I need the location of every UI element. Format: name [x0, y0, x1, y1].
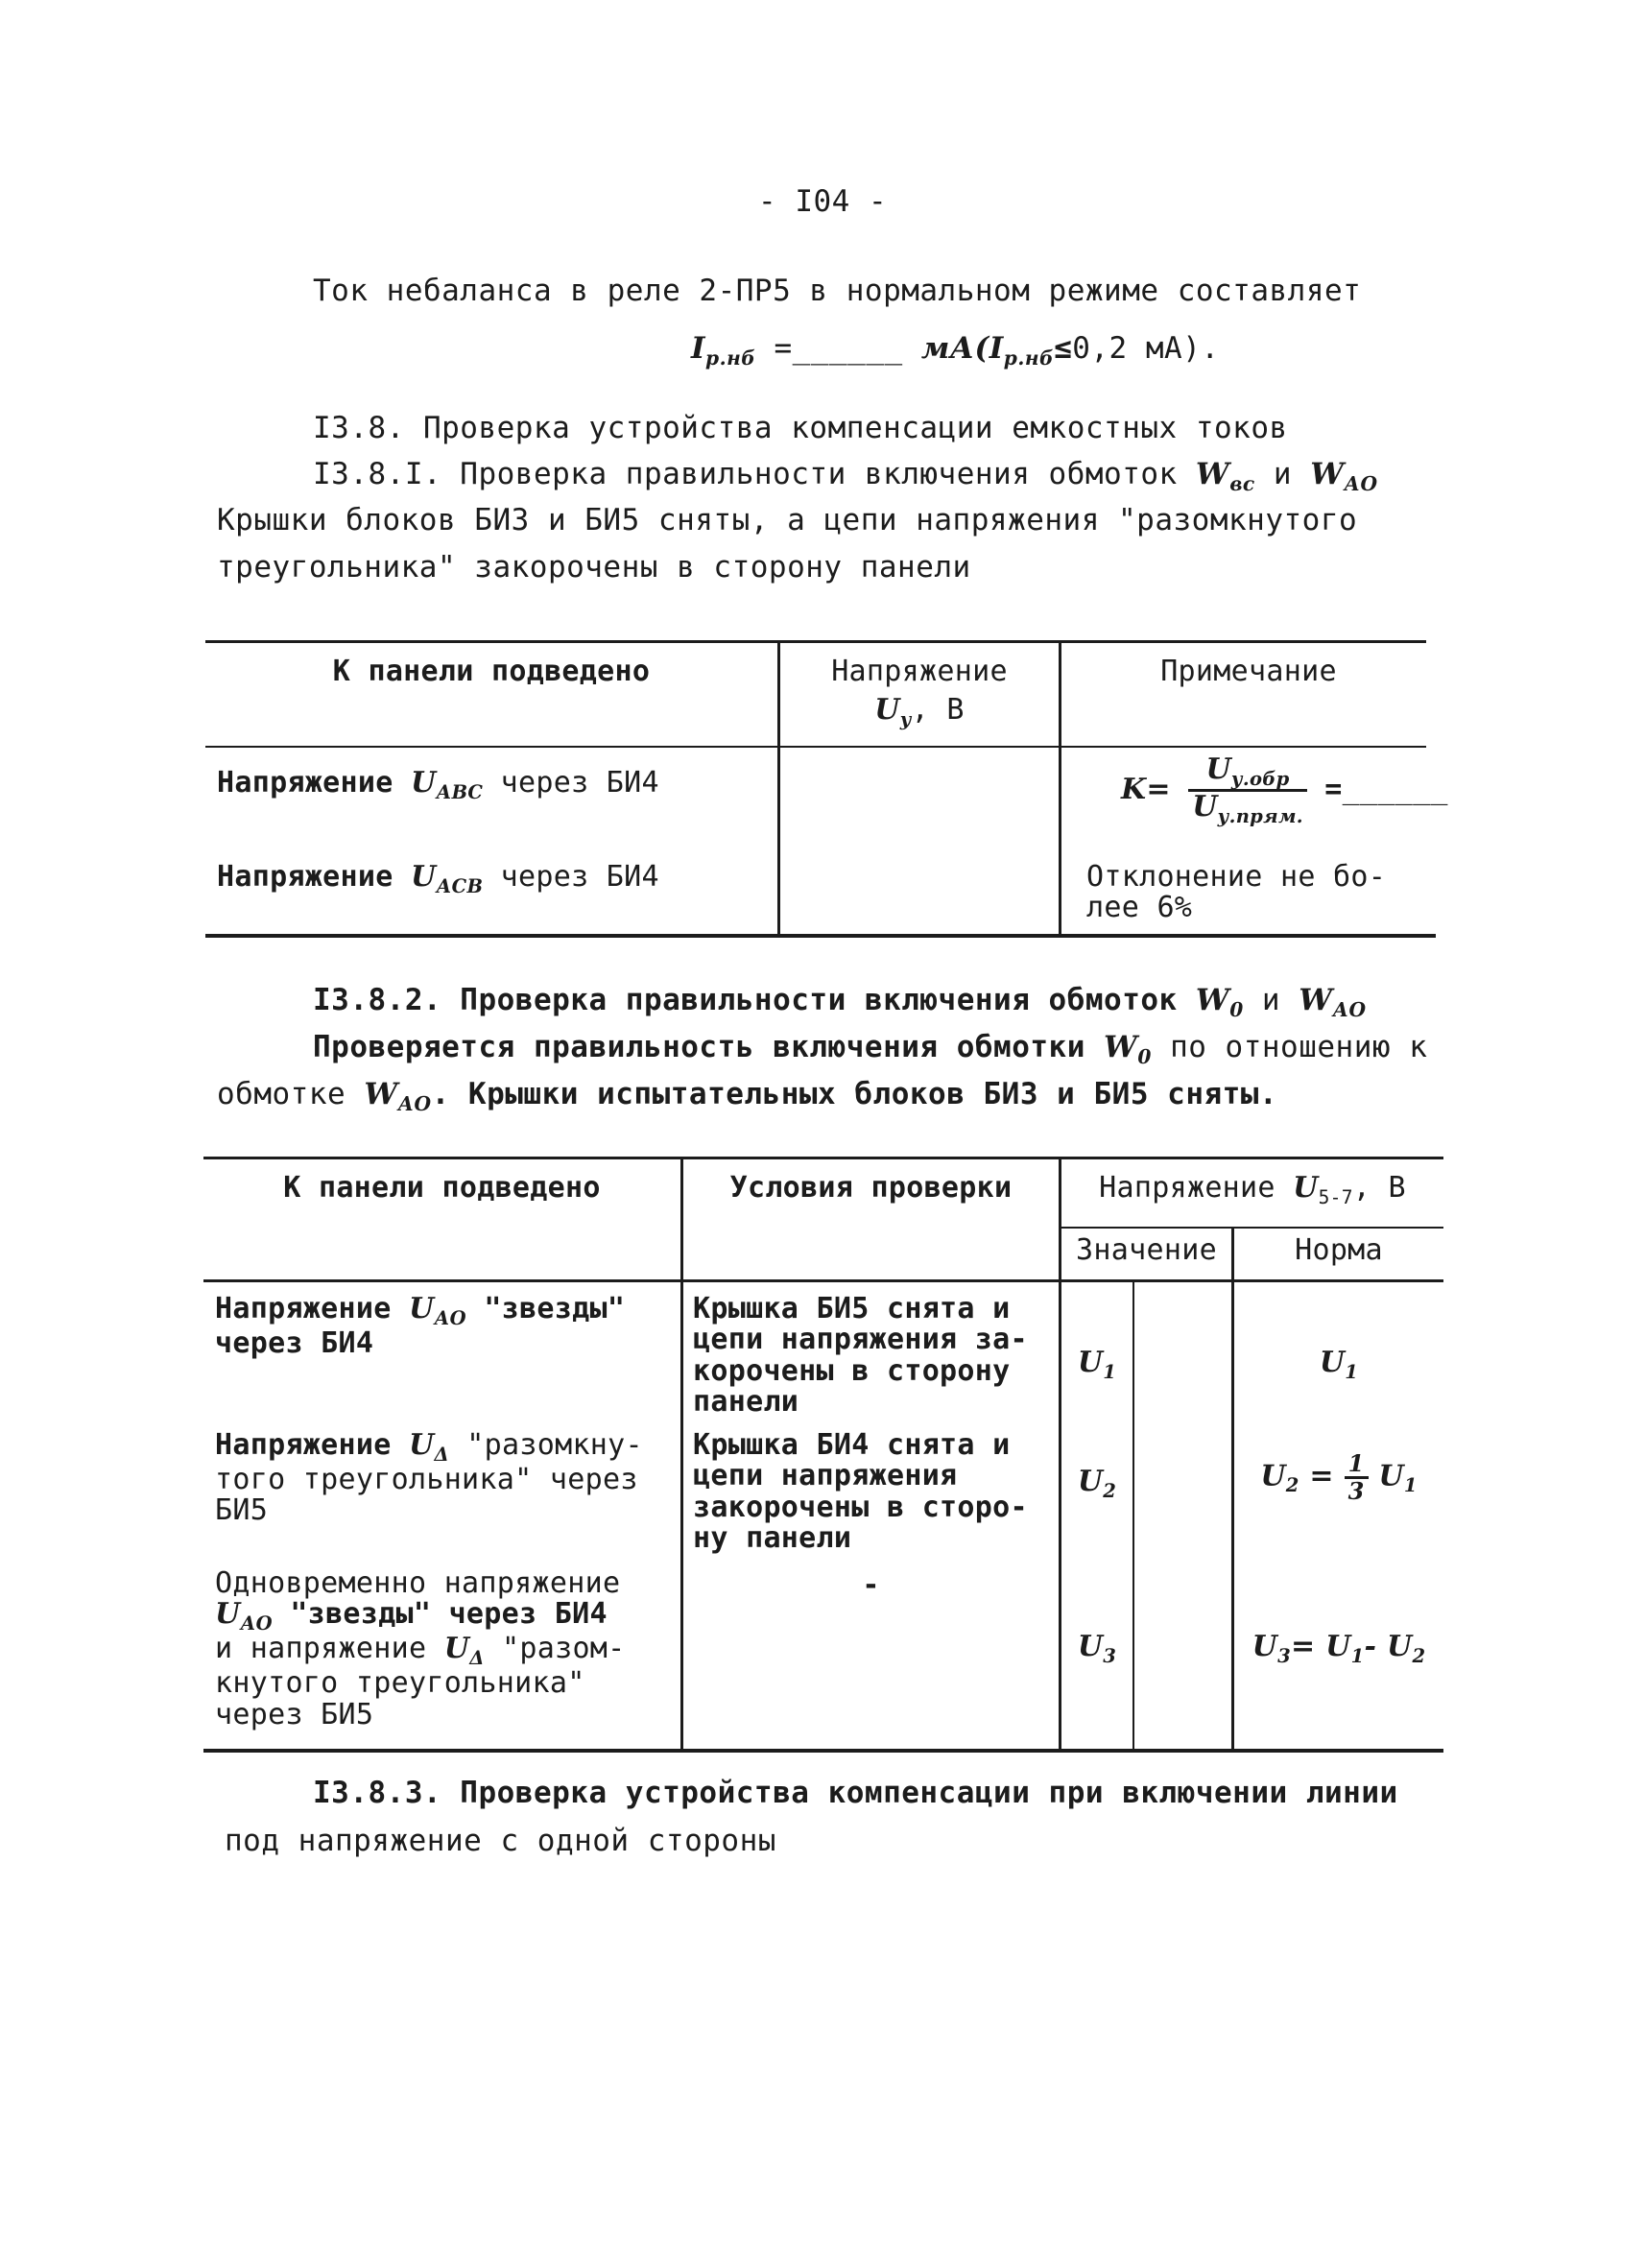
table2-subheader-norm: Норма [1295, 1233, 1383, 1267]
section-13-8-3-line2: под напряжение с одной стороны [225, 1824, 776, 1858]
table2-row2-conditions [693, 1430, 1028, 1555]
page-number: - I04 - [758, 184, 888, 219]
formula-unit: мА( [920, 331, 989, 366]
table1-header-border [205, 746, 1426, 748]
table2-row3-panel [215, 1568, 626, 1731]
table1-note-deviation [1086, 862, 1386, 924]
k-fraction [1188, 754, 1307, 826]
r2-norm-rhs-sub: 1 [1403, 1474, 1418, 1497]
r1-prefix: Напряжение [215, 1292, 392, 1325]
r3-line1: Одновременно напряжение [215, 1566, 621, 1600]
table1-row-abc [217, 768, 659, 802]
r1-cond-line2: цепи напряжения за- [693, 1323, 1028, 1357]
table2-top-border [203, 1157, 1443, 1159]
uy-sub: у [899, 708, 912, 731]
r2-line2: того треугольника" через [215, 1462, 638, 1496]
s2-para-w: W [1104, 1030, 1138, 1064]
r3-var: U [215, 1597, 241, 1632]
table1-header-note: Примечание [1160, 655, 1337, 688]
r3-norm-a-sub: 1 [1350, 1644, 1365, 1667]
formula-eq: = [755, 331, 793, 366]
k-den-var: U [1192, 789, 1218, 824]
s2-para2-w: W [364, 1077, 398, 1111]
table2-row2-norm [1234, 1451, 1443, 1504]
r1-u-sub: 1 [1103, 1360, 1117, 1383]
k-num-var: U [1205, 752, 1231, 786]
r1-norm: U [1319, 1346, 1346, 1379]
r2-frac-den: 3 [1347, 1476, 1365, 1505]
formula-paren-rel: ≤ [1054, 331, 1073, 366]
row-abc-var: U [411, 766, 437, 800]
r2-norm-lhs-sub: 2 [1285, 1474, 1299, 1497]
r3-norm-minus: - [1364, 1630, 1377, 1663]
u57-prefix: Напряжение [1099, 1171, 1275, 1205]
table1-header-voltage-label: Напряжение [831, 655, 1008, 688]
table2-col-divider-3 [1132, 1282, 1134, 1751]
s2-para2-a: обмотке [217, 1077, 346, 1111]
k-num-sub: у.обр [1230, 767, 1290, 790]
r2-cond-line4: ну панели [693, 1521, 852, 1556]
section-13-8-3-heading: I3.8.3. Проверка устройства компенсации при включении линии [313, 1776, 1398, 1810]
table1-header-voltage-symbol [780, 695, 1059, 729]
r3-line3-a: и напряжение [215, 1632, 427, 1666]
table2-row3-conditions: - [862, 1568, 880, 1602]
subheading-text: I3.8.I. Проверка правильности включения обмоток [313, 457, 1178, 491]
formula-paren-val: 0,2 мА). [1072, 331, 1220, 366]
r2-cond-line2: цепи напряжения [693, 1459, 958, 1493]
table2-row2-panel [215, 1430, 643, 1527]
r3-norm-a: U [1325, 1630, 1351, 1663]
r2-norm-lhs: U [1260, 1459, 1286, 1493]
section-13-8-2-heading [313, 983, 1367, 1021]
table1-note-k-formula [1121, 754, 1448, 826]
r1-sub: АО [434, 1306, 466, 1329]
table1-bottom-border [205, 934, 1436, 938]
row-abc-sub: АВС [436, 780, 484, 803]
s2-w1-sub: 0 [1229, 998, 1244, 1022]
s2-para2-b: . Крышки испытательных блоков БИЗ и БИ5 сняты. [431, 1077, 1278, 1111]
table2-header-panel: К панели подведено [283, 1171, 601, 1205]
s2-para-w-sub: 0 [1137, 1045, 1152, 1069]
section-13-8-1-para-line2: треугольника" закорочены в сторону панели [217, 550, 971, 585]
r3-sub2: Δ [469, 1647, 485, 1670]
r2-u: U [1077, 1465, 1104, 1498]
row-acb-sub: АСВ [436, 874, 484, 897]
formula-lhs: I [691, 331, 706, 366]
formula-paren-sub: р.нб [1003, 346, 1055, 370]
r3-line4: кнутого треугольника" [215, 1666, 585, 1701]
r2-var: U [409, 1428, 435, 1462]
table2-row2-value-label [1061, 1467, 1132, 1501]
r1-norm-sub: 1 [1345, 1360, 1359, 1383]
r3-u-sub: 3 [1103, 1644, 1117, 1667]
r1-u: U [1077, 1346, 1104, 1379]
u57-unit: , В [1352, 1171, 1406, 1205]
r2-sub: Δ [434, 1443, 449, 1466]
table2-header-voltage [1061, 1173, 1443, 1207]
table1-header-panel: К панели подведено [332, 655, 651, 688]
deviation-line1: Отклонение не бо- [1086, 860, 1387, 894]
r1-through: через БИ4 [215, 1325, 374, 1360]
formula-blank: ______ [792, 331, 903, 366]
table2-col-divider-1 [680, 1157, 683, 1752]
r2-norm-rhs: U [1378, 1459, 1404, 1493]
r1-cond-line3: корочены в сторону [693, 1353, 1011, 1388]
r1-var: U [409, 1292, 435, 1325]
table2-row1-value-label [1061, 1348, 1132, 1382]
winding-w1-sub: вс [1229, 472, 1255, 496]
section-13-8-1-heading [313, 457, 1378, 495]
table2-row3-value-label [1061, 1632, 1132, 1666]
r3-norm-b: U [1387, 1630, 1413, 1663]
and-text: и [1273, 457, 1293, 491]
table2-row1-conditions [693, 1294, 1028, 1419]
r3-line2: "звезды" через БИ4 [290, 1597, 608, 1632]
r3-var2: U [443, 1632, 470, 1666]
r2-line3: БИ5 [215, 1493, 269, 1528]
section-13-8-heading: I3.8. Проверка устройства компенсации емкостных токов [313, 411, 1288, 445]
section-13-8-2-para-line2 [217, 1077, 1277, 1115]
r1-cond-line1: Крышка БИ5 снята и [693, 1292, 1011, 1325]
r2-u-sub: 2 [1103, 1479, 1117, 1502]
r1-star: "звезды" [484, 1292, 626, 1325]
table2-row3-norm [1234, 1632, 1443, 1666]
table2-bottom-border [203, 1749, 1443, 1753]
s2-w2: W [1299, 983, 1333, 1017]
k-denominator [1188, 789, 1307, 827]
s2-para-a: Проверяется правильность включения обмотки [313, 1030, 1085, 1064]
r3-line5: через БИ5 [215, 1697, 374, 1731]
r3-norm-b-sub: 2 [1412, 1644, 1426, 1667]
uy-var: U [874, 693, 900, 728]
r3-norm-lhs: U [1252, 1630, 1278, 1663]
k-eq: = [1324, 772, 1343, 806]
r3-u: U [1077, 1630, 1104, 1663]
r3-line3-b: "разом- [502, 1632, 626, 1666]
formula-lhs-sub: р.нб [705, 346, 756, 370]
formula-paren-var: I [989, 331, 1004, 366]
table2-row1-panel [215, 1294, 625, 1359]
s2-para2-w-sub: АО [397, 1092, 432, 1116]
r2-open: "разомкну- [466, 1428, 643, 1462]
s2-heading-text: I3.8.2. Проверка правильности включения обмоток [313, 983, 1178, 1017]
k-label: K= [1121, 772, 1171, 806]
r2-cond-line1: Крышка БИ4 снята и [693, 1428, 1011, 1462]
r2-prefix: Напряжение [215, 1428, 392, 1462]
k-numerator [1188, 754, 1307, 792]
table2-subheader-border [1059, 1227, 1443, 1229]
r2-frac-num: 1 [1345, 1451, 1369, 1479]
uy-unit: , В [911, 693, 965, 728]
row-acb-var: U [411, 860, 437, 894]
table2-row1-norm [1234, 1348, 1443, 1382]
row-acb-prefix: Напряжение [217, 860, 393, 894]
winding-w2-sub: АО [1344, 472, 1378, 496]
row-acb-suffix: через БИ4 [500, 860, 659, 894]
winding-w1: W [1195, 457, 1230, 491]
r2-norm-eq: = [1309, 1459, 1334, 1493]
section-13-8-2-para-line1 [313, 1030, 1427, 1068]
k-blank: ______ [1342, 772, 1448, 806]
r3-norm-eq: = [1290, 1630, 1316, 1663]
winding-w2: W [1310, 457, 1345, 491]
k-den-sub: у.прям. [1217, 804, 1303, 827]
r3-sub: АО [240, 1612, 273, 1635]
table2-header-conditions: Условия проверки [729, 1171, 1013, 1205]
s2-para-b: по отношению к [1170, 1030, 1428, 1064]
u57-sub: 5-7 [1318, 1185, 1353, 1208]
table1-header-voltage [780, 657, 1059, 729]
r2-cond-line3: закорочены в сторо- [693, 1490, 1028, 1524]
table1-row-acb [217, 862, 659, 896]
r1-cond-line4: панели [693, 1385, 799, 1420]
r3-norm-lhs-sub: 3 [1277, 1644, 1291, 1667]
u57-var: U [1293, 1171, 1319, 1205]
table1-top-border [205, 640, 1426, 643]
table2-subheader-value: Значение [1076, 1233, 1217, 1267]
table2-header-border [203, 1279, 1443, 1282]
r2-norm-fraction [1345, 1451, 1369, 1504]
section-13-8-1-para-line1: Крышки блоков БИЗ и БИ5 сняты, а цепи напряжения "разомкнутого [217, 503, 1358, 537]
s2-w1: W [1195, 983, 1230, 1017]
row-abc-suffix: через БИ4 [500, 766, 659, 800]
s2-and: и [1261, 983, 1281, 1017]
row-abc-prefix: Напряжение [217, 766, 393, 800]
unbalance-formula [691, 331, 1220, 370]
deviation-line2: лее 6% [1086, 891, 1193, 925]
s2-w2-sub: АО [1332, 998, 1367, 1022]
unbalance-current-text: Ток небаланса в реле 2-ПР5 в нормальном режиме составляет [313, 274, 1362, 308]
